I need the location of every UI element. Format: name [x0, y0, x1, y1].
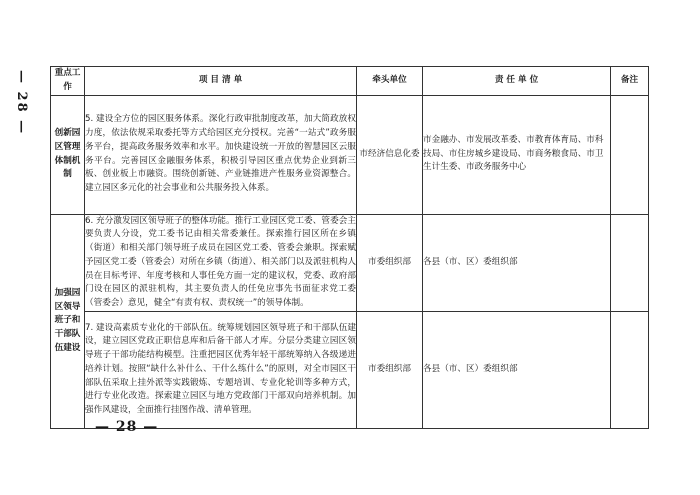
- lead-unit-cell: 市经济信息化委: [357, 95, 423, 214]
- responsible-units-cell: 各县（市、区）委组织部: [423, 311, 611, 428]
- focus-cell: 加强园区领导班子和干部队伍建设: [51, 214, 85, 428]
- note-cell: [611, 311, 649, 428]
- lead-unit-cell: 市委组织部: [357, 311, 423, 428]
- responsible-units-cell: 市金融办、市发展改革委、市教育体育局、市科技局、市住房城乡建设局、市商务粮食局、市卫生计生委、市政务服务中心: [423, 95, 611, 214]
- side-page-number: — 28 —: [14, 70, 29, 136]
- bottom-page-number: — 28 —: [95, 419, 159, 435]
- note-cell: [611, 214, 649, 311]
- item-cell: 6. 充分激发园区领导班子的整体功能。推行工业园区党工委、管委会主要负责人分设，党工委书记由相关常委兼任。探索推行园区所在乡镇（街道）和相关部门领导班子成员在园区党工委、管委会兼职。探索赋予园区党工委（管委会）对所在乡镇（街道）、相关部门以及派驻机构人员在目标考评、年度考核和人事任免方面一定的建议权，党委、政府部门设在园区的派驻机构，其主要负责人的任免应事先书面征求党工委（管委会）意见，健全“有责有权、责权统一”的领导体制。: [85, 214, 357, 311]
- header-resp: 责 任 单 位: [423, 67, 611, 96]
- table-row: [51, 95, 649, 214]
- responsible-units-cell: 各县（市、区）委组织部: [423, 214, 611, 311]
- table-row: [51, 311, 649, 428]
- header-lead: 牵头单位: [357, 67, 423, 96]
- note-cell: [611, 95, 649, 214]
- table-header: [51, 67, 649, 96]
- table-row: [51, 214, 649, 311]
- lead-unit-cell: 市委组织部: [357, 214, 423, 311]
- item-cell: 7. 建设高素质专业化的干部队伍。统筹规划园区领导班子和干部队伍建设，建立园区党政正职信息库和后备干部人才库。分层分类建立园区领导班子干部功能结构模型。注重把园区优秀年轻干部统筹纳入各级递进培养计划。按照“缺什么补什么、干什么练什么”的原则，对全市园区干部队伍采取上挂外派等实践锻炼、专题培训、专业化轮训等多种方式，进行专业化改造。探索建立园区与地方党政部门干部双向培养机制。加强作风建设，全面推行挂图作战、清单管理。: [85, 311, 357, 428]
- header-items: 项 目 清 单: [85, 67, 357, 96]
- work-plan-table: [50, 66, 649, 429]
- focus-cell: 创新园区管理体制机制: [51, 95, 85, 214]
- item-cell: 5. 建设全方位的园区服务体系。深化行政审批制度改革，加大简政放权力度，依法依规采取委托等方式给园区充分授权。完善“一站式”政务服务平台，提高政务服务效率和水平。加快建设统一开放的智慧园区云服务平台。完善园区金融服务体系，积极引导园区重点优势企业到新三板、创业板上市融资。围绕创新链、产业链推进产性服务业资源整合。建立园区多元化的社会事业和公共服务投入体系。: [85, 95, 357, 214]
- header-note: 备注: [611, 67, 649, 96]
- header-focus: 重点工作: [51, 67, 85, 96]
